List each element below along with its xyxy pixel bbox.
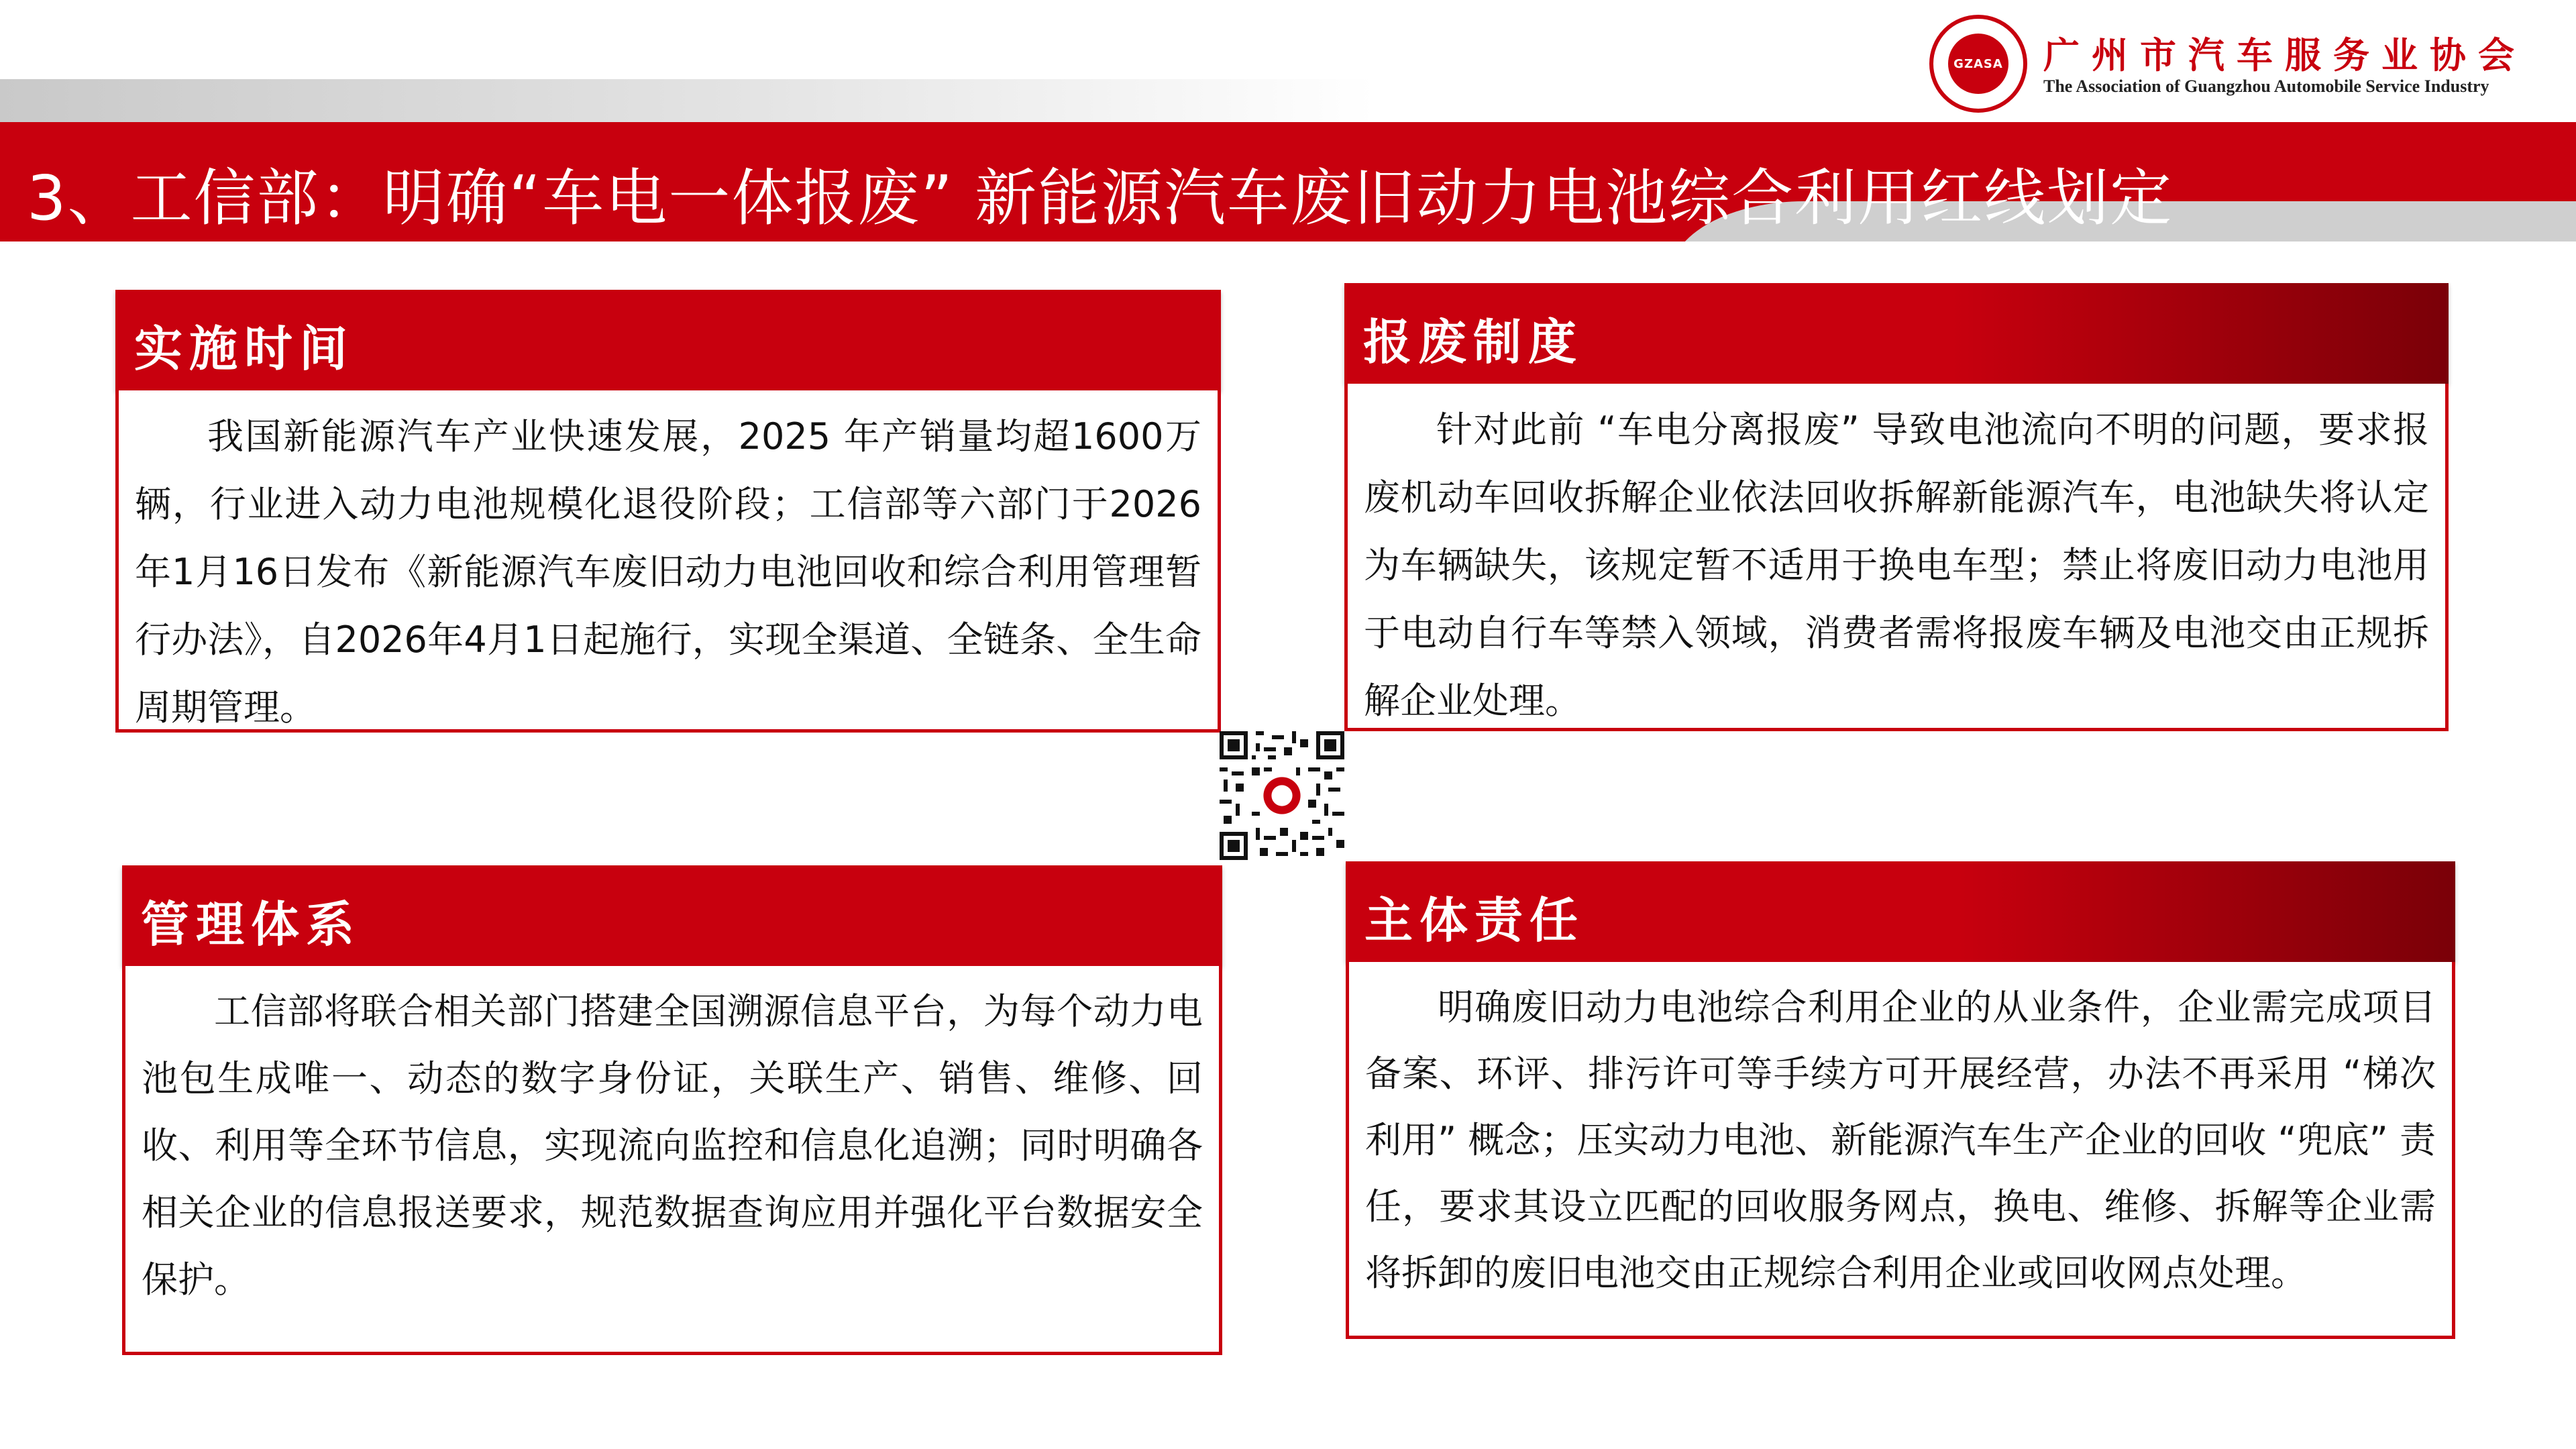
seal-text: GZASA	[1948, 34, 2008, 94]
panel-header	[115, 290, 1221, 390]
panel-header	[1346, 861, 2455, 962]
panel-body	[1346, 962, 2455, 1339]
association-name: 广州市汽车服务业协会	[2043, 34, 2526, 76]
page-title: 3、工信部：明确“车电一体报废” 新能源汽车废旧动力电池综合利用红线划定	[27, 162, 2174, 234]
panel-heading: 管理体系	[141, 896, 362, 953]
panel-text: 我国新能源汽车产业快速发展，2025 年产销量均超1600万辆，行业进入动力电池规模化退役阶段；工信部等六部门于2026年1月16日发布《新能源汽车废旧动力电池回收和综合利用管理暂行办法》，自2026年4月1日起施行，实现全渠道、全链条、全生命周期管理。	[135, 415, 1201, 729]
panel-text: 工信部将联合相关部门搭建全国溯源信息平台，为每个动力电池包生成唯一、动态的数字身份证，关联生产、销售、维修、回收、利用等全环节信息，实现流向监控和信息化追溯；同时明确各相关企业的信息报送要求，规范数据查询应用并强化平台数据安全保护。	[142, 990, 1203, 1301]
panel-heading: 报废制度	[1363, 314, 1584, 370]
panel-body	[122, 966, 1222, 1355]
panel-text: 明确废旧动力电池综合利用企业的从业条件，企业需完成项目备案、环评、排污许可等手续方可开展经营，办法不再采用 “梯次利用” 概念；压实动力电池、新能源汽车生产企业的回收 “兜底” 责任，要求其设立匹配的回收服务网点，换电、维修、拆解等企业需将拆卸的废旧电池交由正规综合利用企业或回收网点处理。	[1365, 986, 2436, 1294]
panel-heading: 实施时间	[134, 321, 355, 377]
panel-heading: 主体责任	[1364, 892, 1585, 949]
association-seal-icon	[1929, 15, 2027, 113]
qr-code-icon	[1220, 731, 1344, 860]
panel-text: 针对此前 “车电分离报废” 导致电池流向不明的问题，要求报废机动车回收拆解企业依法回收拆解新能源汽车，电池缺失将认定为车辆缺失，该规定暂不适用于换电车型；禁止将废旧动力电池用于电动自行车等禁入领域，消费者需将报废车辆及电池交由正规拆解企业处理。	[1364, 409, 2429, 722]
panel-implementation-time	[115, 290, 1221, 733]
association-logo	[1929, 15, 2533, 115]
panel-main-responsibility	[1346, 861, 2455, 1339]
panel-management-system	[122, 865, 1222, 1355]
panel-scrapping-system	[1344, 283, 2449, 731]
panel-header	[1344, 283, 2449, 384]
panel-body	[115, 390, 1221, 733]
panel-body	[1344, 384, 2449, 731]
association-name-en: The Association of Guangzhou Automobile Service Industry	[2043, 76, 2489, 96]
panel-header	[122, 865, 1222, 966]
